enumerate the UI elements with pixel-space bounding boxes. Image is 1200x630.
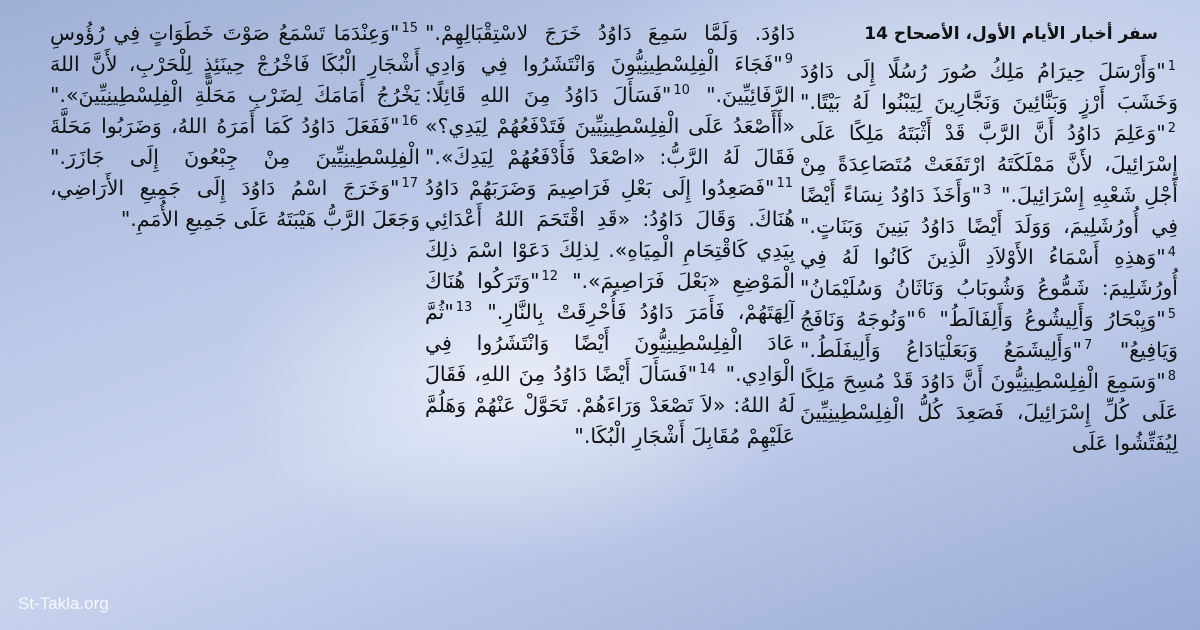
chapter-title: سفر أخبار الأيام الأول، الأصحاح 14 — [864, 24, 1158, 44]
verse-number: 11 — [776, 176, 793, 192]
verse-paragraph — [50, 18, 420, 235]
verse-text: "وَنُوجَهُ وَنَافَجُ وَيَافِيعُ" — [800, 307, 1178, 362]
verse-number: 3 — [982, 183, 992, 199]
verse-number: 5 — [1167, 307, 1176, 323]
verse-number: 13 — [455, 300, 473, 316]
verse-text: "فَفَعَلَ دَاوُدُ كَمَا أَمَرَهُ اللهُ، وَضَرَبُوا مَحَلَّةَ الْفِلِسْطِينِيِّينَ مِنْ جِبْعُونَ إِلَى جَازَرَ." — [50, 114, 420, 169]
verse-text: "وَأَلِيشَمَعُ وَبَعَلْيَادَاعُ وَأَلِيفَلَطُ." — [800, 338, 1082, 362]
verse-number: 16 — [401, 114, 418, 130]
verse-number: 9 — [784, 52, 793, 68]
verse-text: "وَهذِهِ أَسْمَاءُ الأَوْلاَدِ الَّذِينَ كَانُوا لَهُ فِي أُورُشَلِيمَ: شَمُّوعُ وَشُوبَابُ وَنَاثَانُ وَسُلَيْمَانُ" — [800, 245, 1178, 300]
verse-number: 8 — [1167, 369, 1176, 385]
text-column-right — [800, 18, 1178, 618]
verse-text: "وَتَرَكُوا هُنَاكَ آلِهَتَهُمْ، فَأَمَرَ دَاوُدُ فَأُحْرِقَتْ بِالنَّارِ." — [425, 269, 795, 324]
verse-text: "فَسَأَلَ أَيْضًا دَاوُدُ مِنَ اللهِ، فَقَالَ لَهُ اللهُ: «لاَ تَصْعَدْ وَرَاءَهُمْ. تَحَوَّلْ عَنْهُمْ وَهَلُمَّ عَلَيْهِمْ مُقَابِلَ أَشْجَارِ الْبُكَا." — [425, 362, 795, 448]
verse-number: 14 — [699, 362, 716, 378]
verse-text: "فَصَعِدُوا إِلَى بَعْلِ فَرَاصِيمَ وَضَرَبَهُمْ دَاوُدُ هُنَاكَ. وَقَالَ دَاوُدُ: «قَدِ اقْتَحَمَ اللهُ أَعْدَائِي بِيَدِي كَاقْتِحَامِ الْمِيَاهِ». لِذلِكَ دَعَوْا اسْمَ ذلِكَ الْمَوْضِعِ «بَعْلَ فَرَاصِيمَ»." — [425, 176, 795, 293]
verse-paragraph — [425, 18, 795, 452]
verse-text: "وَأَخَذَ دَاوُدُ نِسَاءً أَيْضًا فِي أُورُشَلِيمَ، وَوَلَدَ أَيْضًا دَاوُدُ بَنِينَ وَبَنَاتٍ." — [800, 183, 1178, 238]
verse-text: "فَسَأَلَ دَاوُدُ مِنَ اللهِ قَائِلًا: «أَأَصْعَدُ عَلَى الْفِلِسْطِينِيِّينَ فَتَدْفَعُهُمْ لِيَدِي؟» فَقَالَ لَهُ الرَّبُّ: «اصْعَدْ فَأَدْفَعُهُمْ لِيَدِكَ»." — [425, 83, 795, 169]
verse-text: دَاوُدَ. وَلَمَّا سَمِعَ دَاوُدُ خَرَجَ لاسْتِقْبَالِهِمْ." — [425, 21, 795, 45]
verse-text: "وَعَلِمَ دَاوُدُ أَنَّ الرَّبَّ قَدْ أَثْبَتَهُ مَلِكًا عَلَى إِسْرَائِيلَ، لأَنَّ مَمْلَكَتَهُ ارْتَفَعَتْ مُتَصَاعِدَةً مِنْ أَجْلِ شَعْبِهِ إِسْرَائِيلَ." — [800, 121, 1178, 207]
verse-number: 10 — [673, 83, 690, 99]
verse-text: "وَعِنْدَمَا تَسْمَعُ صَوْتَ خَطَوَاتٍ فِي رُؤُوسِ أَشْجَارِ الْبُكَا فَاخْرُجْ حِينَئِذٍ لِلْحَرْبِ، لأَنَّ اللهَ يَخْرُجُ أَمَامَكَ لِضَرْبِ مَحَلَّةِ الْفِلِسْطِينِيِّينَ»." — [50, 21, 420, 107]
text-column-middle — [425, 18, 795, 618]
verse-paragraph — [800, 56, 1178, 459]
site-watermark: St-Takla.org — [18, 594, 109, 613]
verse-text: "وَخَرَجَ اسْمُ دَاوُدَ إِلَى جَمِيعِ الأَرَاضِي، وَجَعَلَ الرَّبُّ هَيْبَتَهُ عَلَى جَمِيعِ الأُمَمِ." — [50, 176, 420, 231]
verse-number: 17 — [401, 176, 418, 192]
text-column-left — [50, 18, 420, 618]
verse-number: 7 — [1083, 338, 1093, 354]
verse-number: 6 — [917, 307, 926, 323]
verse-text: "وَيِبْحَارُ وَأَلِيشُوعُ وَأَلِفَالَطُ" — [939, 307, 1166, 331]
verse-text: "وَأَرْسَلَ حِيرَامُ مَلِكُ صُورَ رُسُلًا إِلَى دَاوُدَ وَخَشَبَ أَرْزٍ وَبَنَّائِينَ وَنَجَّارِينَ لِيَبْنُوا لَهُ بَيْتًا." — [800, 59, 1178, 114]
verse-text: "وَسَمِعَ الْفِلِسْطِينِيُّونَ أَنَّ دَاوُدَ قَدْ مُسِحَ مَلِكًا عَلَى كُلِّ إِسْرَائِيلَ، فَصَعِدَ كُلُّ الْفِلِسْطِينِيِّينَ لِيُفَتِّشُوا عَلَى — [800, 369, 1178, 455]
verse-number: 2 — [1167, 121, 1176, 137]
verse-number: 15 — [401, 21, 418, 37]
verse-number: 12 — [541, 269, 559, 285]
verse-number: 1 — [1167, 59, 1176, 75]
verse-text: "ثُمَّ عَادَ الْفِلِسْطِينِيُّونَ أَيْضًا وَانْتَشَرُوا فِي الْوَادِي." — [425, 300, 795, 386]
verse-text: "فَجَاءَ الْفِلِسْطِينِيُّونَ وَانْتَشَرُوا فِي وَادِي الرَّفَائِيِّينَ." — [425, 52, 795, 107]
verse-number: 4 — [1167, 245, 1176, 261]
